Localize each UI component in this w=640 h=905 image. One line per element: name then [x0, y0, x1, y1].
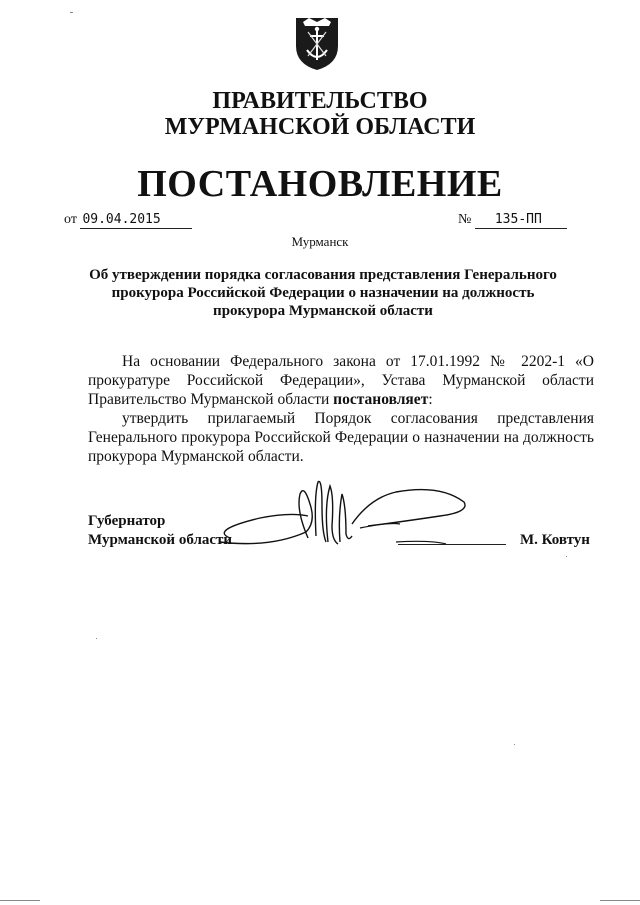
body-paragraph-2: утвердить прилагаемый Порядок согласования представления Генерального прокурора Российской Федерации о назначении на должность прокурора Мурманской области. [88, 410, 594, 465]
organization-line-1: ПРАВИТЕЛЬСТВО [212, 88, 428, 114]
organization-line-2: МУРМАНСКОЙ ОБЛАСТИ [164, 114, 476, 140]
scan-speck [70, 12, 73, 13]
position-line-2: Мурманской области [88, 532, 233, 548]
scan-speck [514, 744, 515, 745]
number-value: 135-ПП [475, 212, 567, 229]
scan-edge [0, 900, 40, 901]
handwritten-signature-icon [200, 476, 480, 556]
number-field [458, 212, 567, 229]
number-prefix: № [458, 212, 472, 227]
coat-of-arms-icon [294, 16, 340, 72]
para1-tail: : [428, 391, 433, 408]
scan-speck [566, 556, 567, 557]
date-field [64, 212, 192, 229]
document-body [88, 352, 594, 466]
document-type: ПОСТАНОВЛЕНИЕ [137, 163, 503, 205]
scan-edge [600, 900, 640, 901]
city: Мурманск [291, 234, 349, 249]
date-value: 09.04.2015 [80, 212, 192, 229]
date-prefix: от [64, 212, 77, 227]
scan-speck [96, 638, 97, 639]
position-line-1: Губернатор [88, 513, 166, 529]
para1-bold: постановляет [333, 391, 429, 408]
document-title: Об утверждении порядка согласования представления Генерального прокурора Российской Федерации о назначении на должность прокурора Мурманской области [89, 267, 557, 319]
para1-text: На основании Федерального закона от 17.01.1992 № 2202-1 «О прокуратуре Российской Федерации», Устава Мурманской области Правительство Мурманской области [88, 353, 594, 408]
body-paragraph-1 [88, 352, 594, 409]
signatory-name: М. Ковтун [520, 532, 590, 548]
